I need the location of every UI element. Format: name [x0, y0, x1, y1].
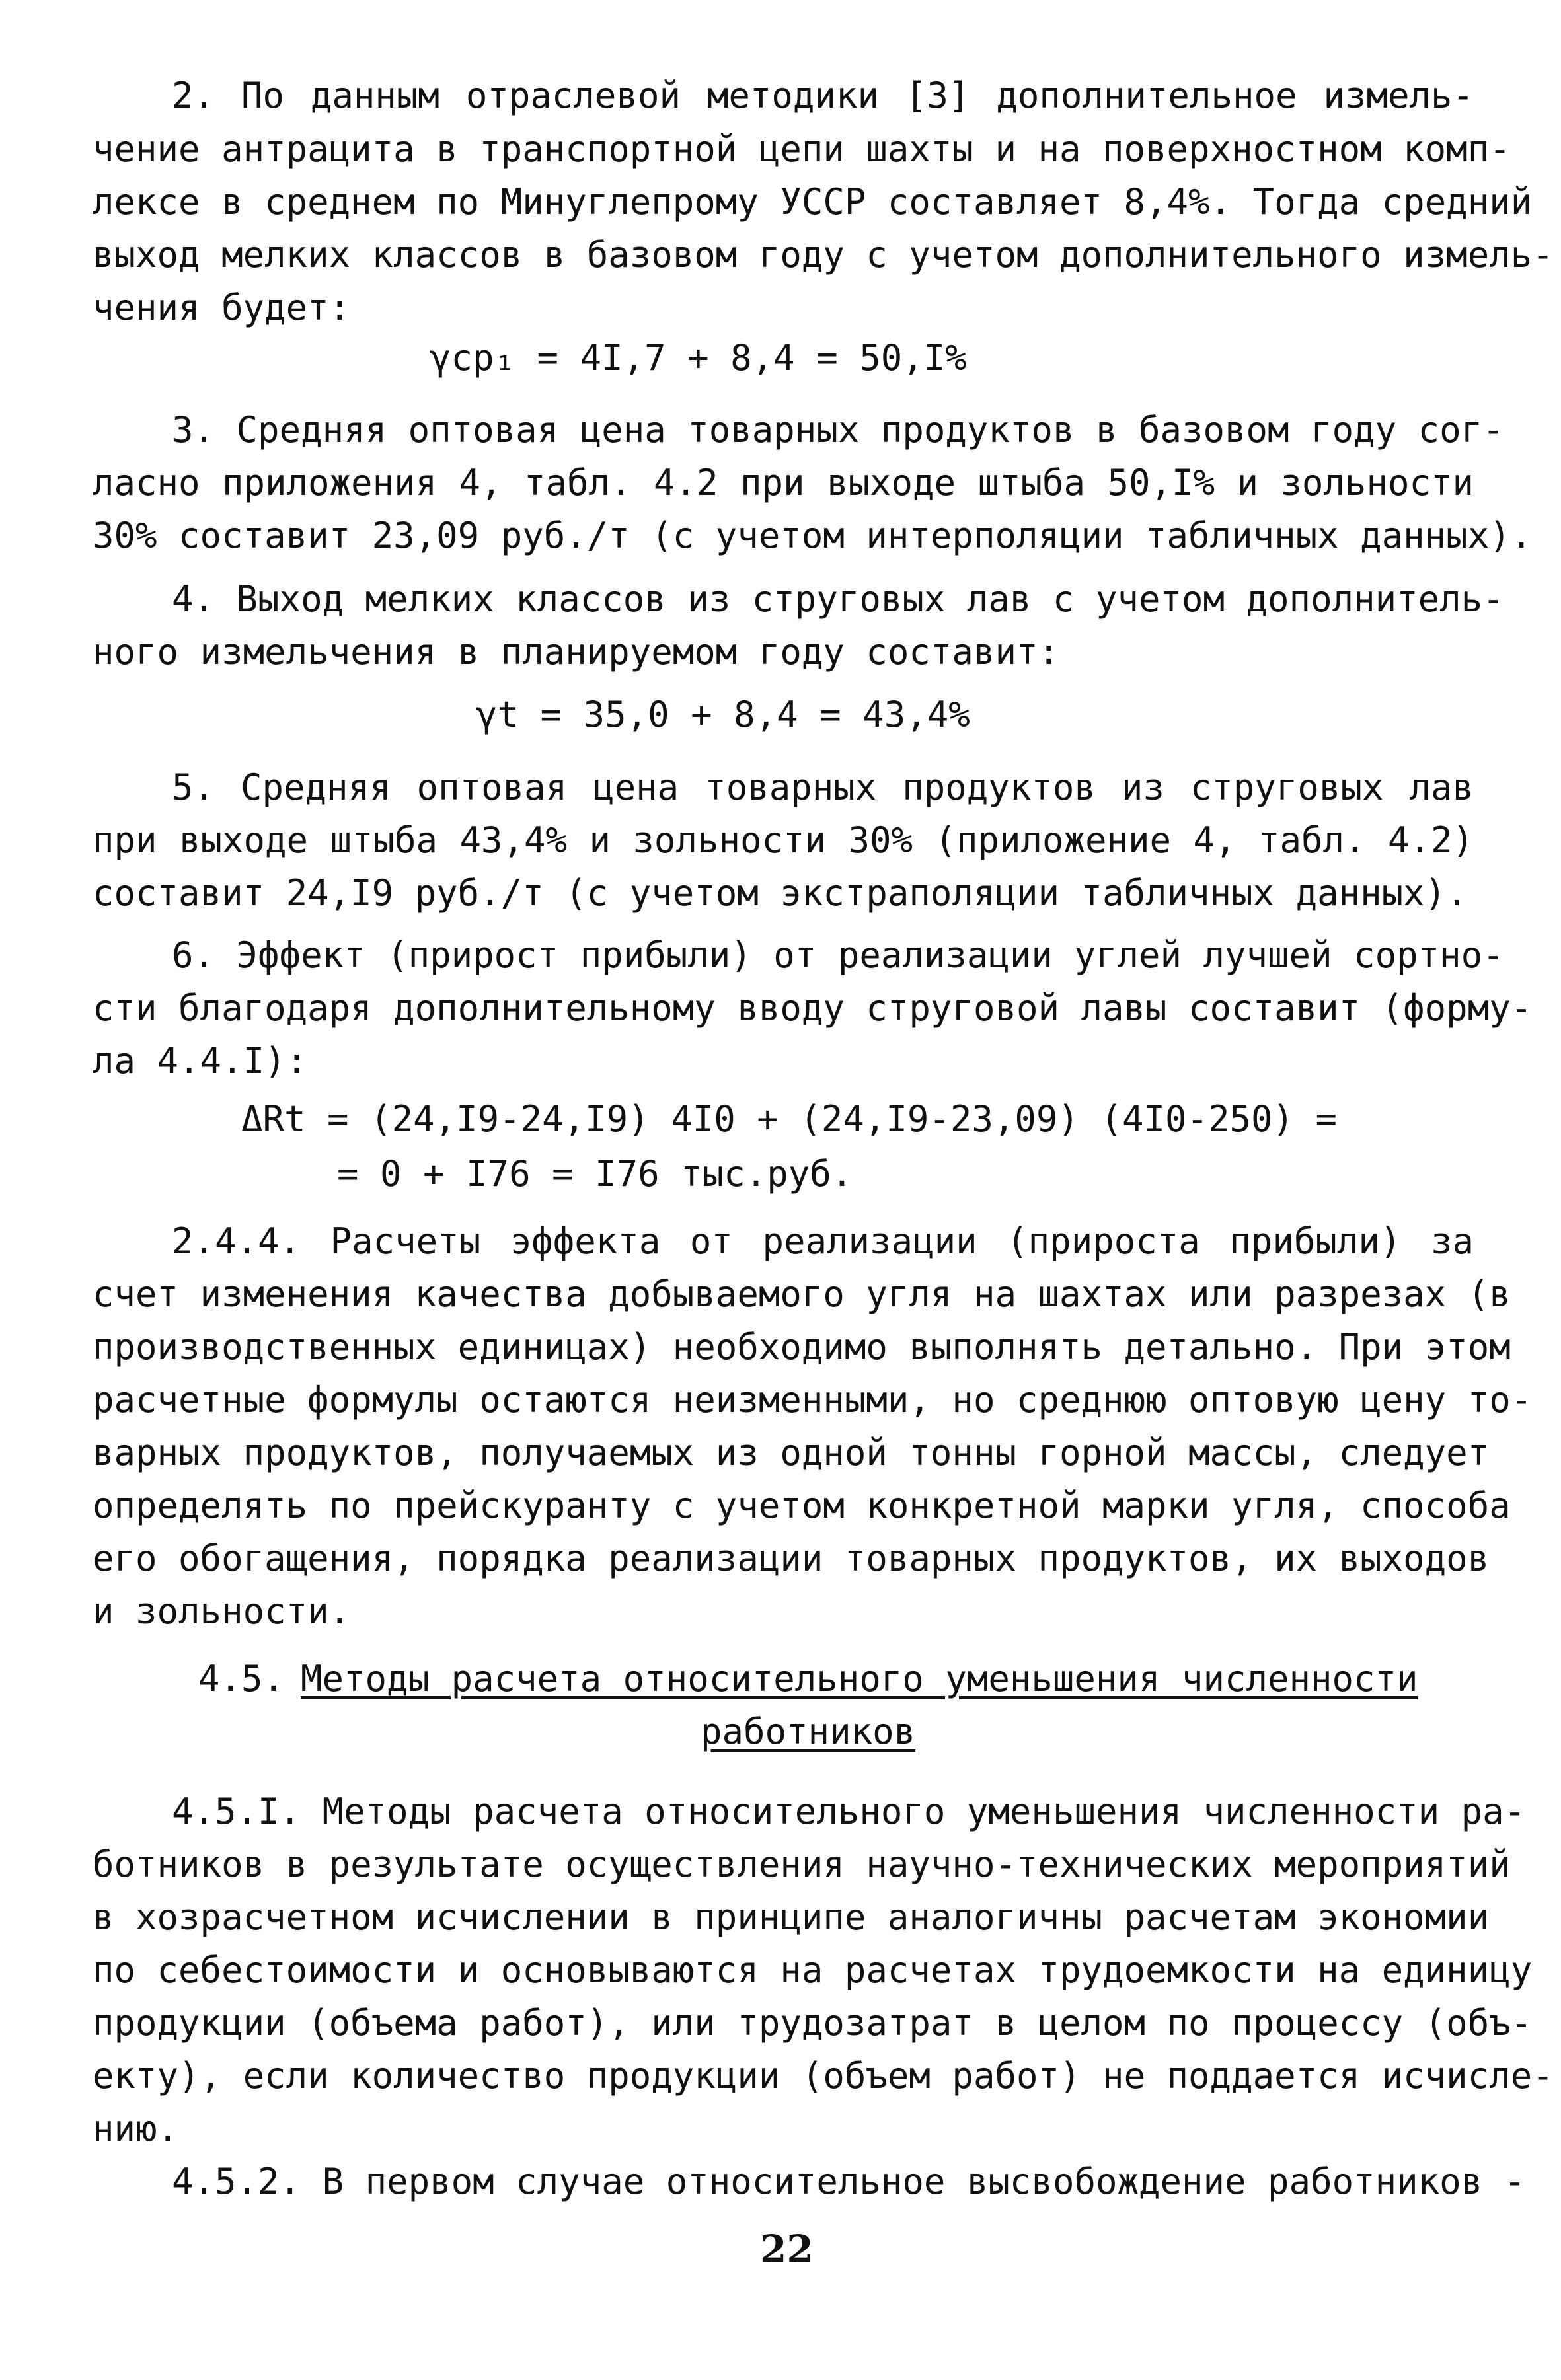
paragraph-4-5-1-line: ботников в результате осуществления научно-технических мероприятий — [93, 1843, 1511, 1885]
formula-profit-line-1: ΔRt = (24,I9-24,I9) 4I0 + (24,I9-23,09) (4I0-250) = — [241, 1098, 1338, 1140]
paragraph-5-line: при выходе штыба 43,4% и зольности 30% (приложение 4, табл. 4.2) — [93, 819, 1474, 861]
paragraph-5-line: 5. Средняя оптовая цена товарных продуктов из струговых лав — [172, 766, 1474, 808]
paragraph-2-line: лексе в среднем по Минуглепрому УССР составляет 8,4%. Тогда средний — [93, 181, 1533, 223]
paragraph-3-line: ласно приложения 4, табл. 4.2 при выходе штыба 50,I% и зольности — [93, 462, 1474, 503]
section-heading-line-1: Методы расчета относительного уменьшения численности — [301, 1658, 1418, 1699]
formula-profit-line-2: = 0 + I76 = I76 тыс.руб. — [337, 1153, 853, 1195]
paragraph-4-line: 4. Выход мелких классов из струговых лав с учетом дополнитель- — [172, 578, 1504, 620]
paragraph-4-5-1-line: в хозрасчетном исчислении в принципе аналогичны расчетам экономии — [93, 1896, 1490, 1938]
formula-gamma-base: γср₁ = 4I,7 + 8,4 = 50,I% — [430, 337, 967, 379]
paragraph-2-4-4-line: расчетные формулы остаются неизменными, но среднюю оптовую цену то- — [93, 1379, 1533, 1421]
page-number: 22 — [760, 2227, 814, 2272]
paragraph-4-5-2-line: 4.5.2. В первом случае относительное высвобождение работников - — [172, 2161, 1526, 2202]
paragraph-2-line: чение антрацита в транспортной цепи шахты и на поверхностном комп- — [93, 128, 1511, 170]
paragraph-2-line: выход мелких классов в базовом году с учетом дополнительного измель- — [93, 234, 1554, 276]
paragraph-2-4-4-line: производственных единицах) необходимо выполнять детально. При этом — [93, 1326, 1511, 1368]
paragraph-6-line: сти благодаря дополнительному вводу струговой лавы составит (форму- — [93, 987, 1533, 1029]
paragraph-4-line: ного измельчения в планируемом году составит: — [93, 631, 1059, 673]
paragraph-2-4-4-line: варных продуктов, получаемых из одной тонны горной массы, следует — [93, 1432, 1490, 1473]
paragraph-6-line: ла 4.4.I): — [93, 1040, 308, 1082]
paragraph-3-line: 30% составит 23,09 руб./т (с учетом интерполяции табличных данных). — [93, 515, 1533, 556]
paragraph-2-4-4-line: счет изменения качества добываемого угля на шахтах или разрезах (в — [93, 1273, 1511, 1315]
paragraph-2-4-4-line: его обогащения, порядка реализации товарных продуктов, их выходов — [93, 1538, 1490, 1579]
section-heading-line-2: работников — [701, 1711, 916, 1752]
section-number: 4.5. — [198, 1658, 285, 1699]
paragraph-2-4-4-line: и зольности. — [93, 1590, 351, 1632]
paragraph-3-line: 3. Средняя оптовая цена товарных продуктов в базовом году сог- — [172, 409, 1504, 451]
paragraph-4-5-1-line: екту), если количество продукции (объем работ) не поддается исчисле- — [93, 2055, 1554, 2097]
formula-gamma-plan: γt = 35,0 + 8,4 = 43,4% — [476, 694, 970, 735]
paragraph-4-5-1-line: 4.5.I. Методы расчета относительного уменьшения численности ра- — [172, 1791, 1526, 1832]
paragraph-5-line: составит 24,I9 руб./т (с учетом экстраполяции табличных данных). — [93, 872, 1468, 914]
paragraph-2-line: 2. По данным отраслевой методики [3] дополнительное измель- — [172, 75, 1474, 116]
paragraph-4-5-1-line: нию. — [93, 2108, 179, 2149]
paragraph-2-4-4-line: определять по прейскуранту с учетом конкретной марки угля, способа — [93, 1485, 1511, 1526]
paragraph-4-5-1-line: по себестоимости и основываются на расчетах трудоемкости на единицу — [93, 1949, 1533, 1991]
paragraph-4-5-1-line: продукции (объема работ), или трудозатрат в целом по процессу (объ- — [93, 2002, 1533, 2044]
paragraph-2-line: чения будет: — [93, 287, 351, 328]
paragraph-2-4-4-line: 2.4.4. Расчеты эффекта от реализации (прироста прибыли) за — [172, 1220, 1474, 1262]
paragraph-6-line: 6. Эффект (прирост прибыли) от реализации углей лучшей сортно- — [172, 934, 1504, 976]
